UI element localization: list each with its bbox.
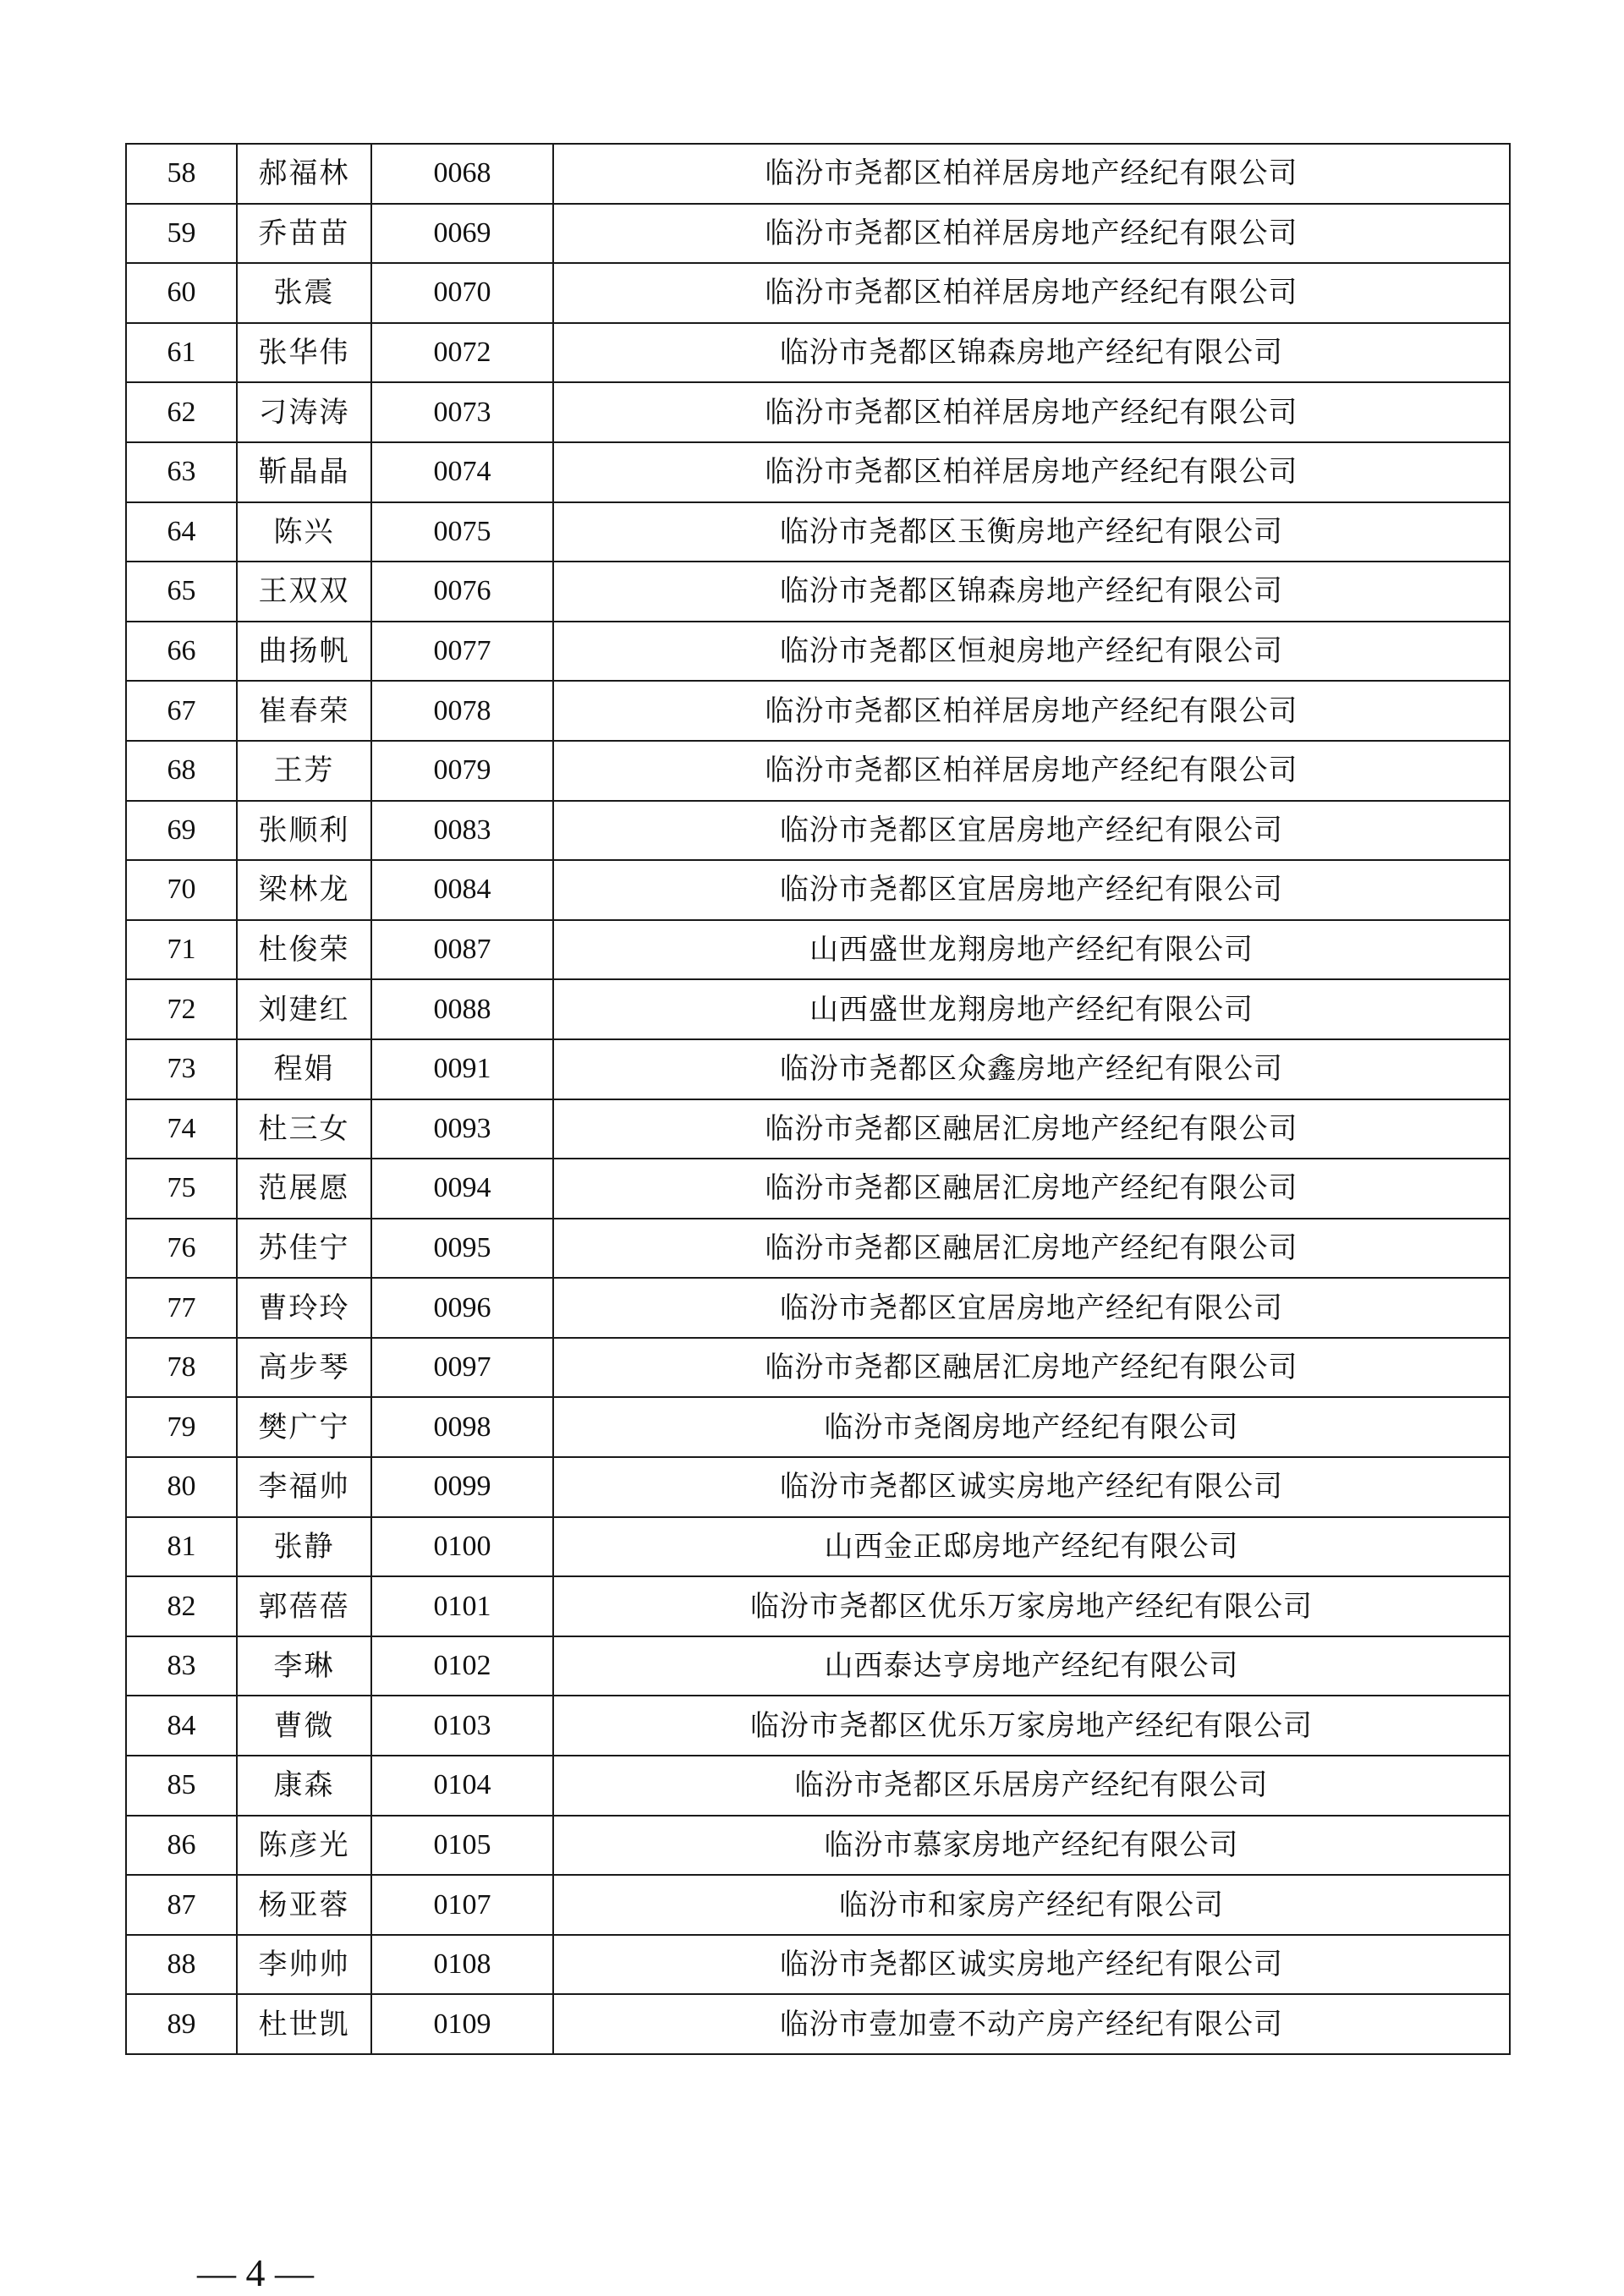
- row-company-cell: 临汾市尧都区优乐万家房地产经纪有限公司: [553, 1696, 1510, 1756]
- row-code-cell: 0077: [371, 622, 553, 682]
- row-sequence-cell: 74: [126, 1099, 237, 1159]
- row-name-cell: 杨亚蓉: [237, 1875, 371, 1935]
- row-name-cell: 郝福林: [237, 144, 371, 204]
- row-name-cell: 曹玲玲: [237, 1278, 371, 1338]
- row-company-cell: 山西盛世龙翔房地产经纪有限公司: [553, 979, 1510, 1039]
- table-row: [126, 562, 1510, 622]
- table-row: [126, 382, 1510, 442]
- row-code-cell: 0096: [371, 1278, 553, 1338]
- row-name-cell: 王双双: [237, 562, 371, 622]
- row-sequence-cell: 76: [126, 1219, 237, 1279]
- row-company-cell: 临汾市尧都区恒昶房地产经纪有限公司: [553, 622, 1510, 682]
- row-name-cell: 靳晶晶: [237, 442, 371, 502]
- row-name-cell: 张顺利: [237, 801, 371, 861]
- row-code-cell: 0100: [371, 1517, 553, 1577]
- table-row: [126, 1039, 1510, 1099]
- row-code-cell: 0068: [371, 144, 553, 204]
- row-name-cell: 杜俊荣: [237, 920, 371, 980]
- table-row: [126, 1517, 1510, 1577]
- row-company-cell: 临汾市尧都区融居汇房地产经纪有限公司: [553, 1159, 1510, 1219]
- row-name-cell: 张华伟: [237, 323, 371, 383]
- table-row: [126, 1994, 1510, 2054]
- row-code-cell: 0107: [371, 1875, 553, 1935]
- row-code-cell: 0097: [371, 1338, 553, 1398]
- row-company-cell: 临汾市尧都区众鑫房地产经纪有限公司: [553, 1039, 1510, 1099]
- table-row: [126, 263, 1510, 323]
- row-name-cell: 李琳: [237, 1636, 371, 1696]
- row-code-cell: 0101: [371, 1576, 553, 1636]
- row-code-cell: 0076: [371, 562, 553, 622]
- row-code-cell: 0098: [371, 1397, 553, 1457]
- row-code-cell: 0079: [371, 741, 553, 801]
- row-company-cell: 临汾市壹加壹不动产房产经纪有限公司: [553, 1994, 1510, 2054]
- row-sequence-cell: 75: [126, 1159, 237, 1219]
- row-company-cell: 临汾市尧都区宜居房地产经纪有限公司: [553, 801, 1510, 861]
- row-name-cell: 梁林龙: [237, 860, 371, 920]
- row-company-cell: 临汾市尧都区柏祥居房地产经纪有限公司: [553, 741, 1510, 801]
- row-sequence-cell: 86: [126, 1816, 237, 1876]
- row-code-cell: 0072: [371, 323, 553, 383]
- row-name-cell: 刁涛涛: [237, 382, 371, 442]
- table-row: [126, 1457, 1510, 1517]
- row-company-cell: 临汾市尧都区柏祥居房地产经纪有限公司: [553, 204, 1510, 264]
- row-company-cell: 临汾市尧都区宜居房地产经纪有限公司: [553, 1278, 1510, 1338]
- row-name-cell: 康森: [237, 1756, 371, 1816]
- table-row: [126, 741, 1510, 801]
- row-sequence-cell: 67: [126, 681, 237, 741]
- row-sequence-cell: 80: [126, 1457, 237, 1517]
- row-name-cell: 曲扬帆: [237, 622, 371, 682]
- row-sequence-cell: 70: [126, 860, 237, 920]
- table-row: [126, 144, 1510, 204]
- row-company-cell: 临汾市尧都区锦森房地产经纪有限公司: [553, 562, 1510, 622]
- row-company-cell: 临汾市尧都区宜居房地产经纪有限公司: [553, 860, 1510, 920]
- row-sequence-cell: 72: [126, 979, 237, 1039]
- row-name-cell: 陈兴: [237, 502, 371, 562]
- row-name-cell: 杜三女: [237, 1099, 371, 1159]
- table-row: [126, 204, 1510, 264]
- table-row: [126, 979, 1510, 1039]
- row-name-cell: 陈彦光: [237, 1816, 371, 1876]
- table-row: [126, 1576, 1510, 1636]
- row-company-cell: 临汾市尧都区融居汇房地产经纪有限公司: [553, 1219, 1510, 1279]
- row-code-cell: 0093: [371, 1099, 553, 1159]
- row-code-cell: 0094: [371, 1159, 553, 1219]
- row-code-cell: 0075: [371, 502, 553, 562]
- row-company-cell: 临汾市尧都区柏祥居房地产经纪有限公司: [553, 681, 1510, 741]
- row-company-cell: 临汾市尧都区乐居房产经纪有限公司: [553, 1756, 1510, 1816]
- table-row: [126, 1816, 1510, 1876]
- table-row: [126, 442, 1510, 502]
- row-name-cell: 杜世凯: [237, 1994, 371, 2054]
- row-name-cell: 程娟: [237, 1039, 371, 1099]
- row-name-cell: 郭蓓蓓: [237, 1576, 371, 1636]
- row-sequence-cell: 78: [126, 1338, 237, 1398]
- table-row: [126, 1278, 1510, 1338]
- table-row: [126, 1636, 1510, 1696]
- roster-table: [125, 143, 1511, 2055]
- row-code-cell: 0105: [371, 1816, 553, 1876]
- row-sequence-cell: 85: [126, 1756, 237, 1816]
- row-company-cell: 临汾市尧都区融居汇房地产经纪有限公司: [553, 1099, 1510, 1159]
- table-row: [126, 502, 1510, 562]
- row-sequence-cell: 79: [126, 1397, 237, 1457]
- row-company-cell: 临汾市尧都区柏祥居房地产经纪有限公司: [553, 442, 1510, 502]
- row-company-cell: 临汾市尧都区诚实房地产经纪有限公司: [553, 1457, 1510, 1517]
- row-sequence-cell: 69: [126, 801, 237, 861]
- row-sequence-cell: 65: [126, 562, 237, 622]
- roster-table-body: [126, 144, 1510, 2054]
- row-code-cell: 0074: [371, 442, 553, 502]
- table-row: [126, 1159, 1510, 1219]
- row-company-cell: 临汾市尧阁房地产经纪有限公司: [553, 1397, 1510, 1457]
- row-company-cell: 山西泰达亨房地产经纪有限公司: [553, 1636, 1510, 1696]
- table-row: [126, 860, 1510, 920]
- table-row: [126, 920, 1510, 980]
- row-sequence-cell: 61: [126, 323, 237, 383]
- row-code-cell: 0078: [371, 681, 553, 741]
- table-row: [126, 1099, 1510, 1159]
- row-name-cell: 苏佳宁: [237, 1219, 371, 1279]
- row-name-cell: 刘建红: [237, 979, 371, 1039]
- row-company-cell: 临汾市尧都区融居汇房地产经纪有限公司: [553, 1338, 1510, 1398]
- row-company-cell: 临汾市尧都区柏祥居房地产经纪有限公司: [553, 382, 1510, 442]
- table-row: [126, 323, 1510, 383]
- row-sequence-cell: 58: [126, 144, 237, 204]
- row-code-cell: 0091: [371, 1039, 553, 1099]
- row-sequence-cell: 66: [126, 622, 237, 682]
- table-row: [126, 1338, 1510, 1398]
- row-code-cell: 0084: [371, 860, 553, 920]
- row-sequence-cell: 71: [126, 920, 237, 980]
- row-name-cell: 崔春荣: [237, 681, 371, 741]
- row-code-cell: 0095: [371, 1219, 553, 1279]
- row-company-cell: 山西金正邸房地产经纪有限公司: [553, 1517, 1510, 1577]
- row-company-cell: 临汾市慕家房地产经纪有限公司: [553, 1816, 1510, 1876]
- row-sequence-cell: 88: [126, 1935, 237, 1995]
- row-sequence-cell: 82: [126, 1576, 237, 1636]
- row-code-cell: 0073: [371, 382, 553, 442]
- row-name-cell: 张震: [237, 263, 371, 323]
- row-code-cell: 0069: [371, 204, 553, 264]
- row-code-cell: 0083: [371, 801, 553, 861]
- table-row: [126, 801, 1510, 861]
- row-company-cell: 临汾市尧都区诚实房地产经纪有限公司: [553, 1935, 1510, 1995]
- row-name-cell: 李帅帅: [237, 1935, 371, 1995]
- page-number: — 4 —: [197, 2251, 314, 2294]
- table-row: [126, 1397, 1510, 1457]
- row-company-cell: 临汾市尧都区柏祥居房地产经纪有限公司: [553, 263, 1510, 323]
- row-name-cell: 樊广宁: [237, 1397, 371, 1457]
- row-name-cell: 乔苗苗: [237, 204, 371, 264]
- row-company-cell: 临汾市尧都区柏祥居房地产经纪有限公司: [553, 144, 1510, 204]
- row-sequence-cell: 62: [126, 382, 237, 442]
- row-sequence-cell: 63: [126, 442, 237, 502]
- row-sequence-cell: 73: [126, 1039, 237, 1099]
- row-name-cell: 曹微: [237, 1696, 371, 1756]
- row-code-cell: 0109: [371, 1994, 553, 2054]
- row-name-cell: 范展愿: [237, 1159, 371, 1219]
- row-company-cell: 临汾市尧都区玉衡房地产经纪有限公司: [553, 502, 1510, 562]
- table-row: [126, 1219, 1510, 1279]
- row-sequence-cell: 89: [126, 1994, 237, 2054]
- row-name-cell: 李福帅: [237, 1457, 371, 1517]
- row-sequence-cell: 68: [126, 741, 237, 801]
- row-sequence-cell: 84: [126, 1696, 237, 1756]
- row-code-cell: 0102: [371, 1636, 553, 1696]
- row-company-cell: 临汾市和家房产经纪有限公司: [553, 1875, 1510, 1935]
- table-row: [126, 681, 1510, 741]
- table-row: [126, 622, 1510, 682]
- row-company-cell: 临汾市尧都区优乐万家房地产经纪有限公司: [553, 1576, 1510, 1636]
- row-sequence-cell: 81: [126, 1517, 237, 1577]
- row-code-cell: 0070: [371, 263, 553, 323]
- table-row: [126, 1935, 1510, 1995]
- row-company-cell: 山西盛世龙翔房地产经纪有限公司: [553, 920, 1510, 980]
- row-sequence-cell: 77: [126, 1278, 237, 1338]
- row-company-cell: 临汾市尧都区锦森房地产经纪有限公司: [553, 323, 1510, 383]
- table-row: [126, 1696, 1510, 1756]
- row-code-cell: 0099: [371, 1457, 553, 1517]
- row-code-cell: 0104: [371, 1756, 553, 1816]
- row-sequence-cell: 64: [126, 502, 237, 562]
- row-code-cell: 0103: [371, 1696, 553, 1756]
- row-sequence-cell: 60: [126, 263, 237, 323]
- row-code-cell: 0088: [371, 979, 553, 1039]
- row-code-cell: 0087: [371, 920, 553, 980]
- row-sequence-cell: 83: [126, 1636, 237, 1696]
- row-sequence-cell: 87: [126, 1875, 237, 1935]
- row-name-cell: 王芳: [237, 741, 371, 801]
- row-sequence-cell: 59: [126, 204, 237, 264]
- table-row: [126, 1756, 1510, 1816]
- table-row: [126, 1875, 1510, 1935]
- row-code-cell: 0108: [371, 1935, 553, 1995]
- row-name-cell: 张静: [237, 1517, 371, 1577]
- row-name-cell: 高步琴: [237, 1338, 371, 1398]
